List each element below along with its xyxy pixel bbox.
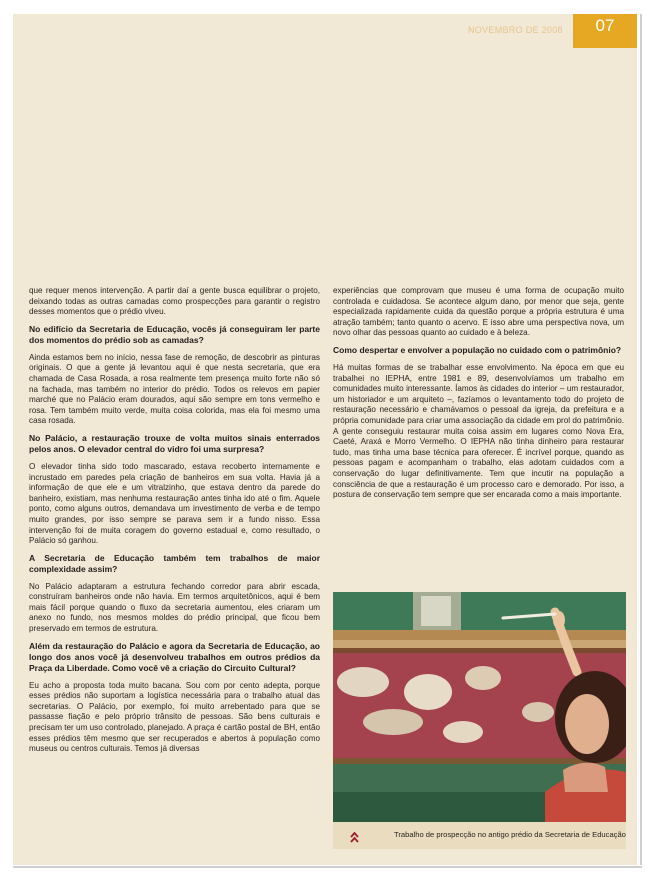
paragraph: O elevador tinha sido todo mascarado, estava recoberto internamente e incrustado em paredes pela criação de banheiros em sua volta. Havia já a informação de que ele e um vitralzinho, que estava dentro da parede do banheiro, existiam, mas nenhuma restauração antes tinha ido até o fim. Aquele ponto, como alguns outros, demandava um investimento de verba e de tempo muito grandes, por isso sempre se parava sem ir a fundo nisso. Essa intervenção foi de muita coragem do governo estadual e, como resultado, o Palácio só ganhou.: [29, 461, 320, 546]
paragraph: No Palácio adaptaram a estrutura fechando corredor para abrir escada, construíram banheiros onde não havia. Em termos arquitetônicos, aqui é bem mais fácil porque quando o fluxo da secretaria aumentou, eles criaram um anexo no fundo, nos mesmos moldes do prédio principal, que ficou bem preservado em termos de estrutura.: [29, 581, 320, 634]
interview-question: A Secretaria de Educação também tem trabalhos de maior complexidade assim?: [29, 553, 320, 575]
paragraph: Ainda estamos bem no início, nessa fase de remoção, de descobrir as pinturas originais. O que a gente já levantou aqui é que nesta secretaria, que era chamada de Casa Rosada, a rosa realmente tem presença muito forte não só na fachada, mas também no interior do prédio. Todos os relevos em papier marché que no Palácio eram dourados, aqui são sempre em tons vermelho e rosa. Tem também muito verde, muita coisa colorida, mas ela foi mesmo uma casa rosada.: [29, 352, 320, 426]
paragraph: Há muitas formas de se trabalhar esse envolvimento. Na época em que eu trabalhei no IEPHA, entre 1981 e 89, desenvolvíamos um trabalho em comunidades muito interessante. Íamos às cidades do interior – um restaurador, um historiador e um arquiteto –, fazíamos o levantamento todo do projeto de restauração necessário e chamávamos o pessoal da igreja, da prefeitura e a própria comunidade para criar uma associação da cidade em prol do patrimônio. A gente conseguiu restaurar muita coisa assim em lugares como Nova Era, Caeté, Araxá e Morro Vermelho. O IEPHA não tinha dinheiro para restaurar tudo, mas tinha uma base técnica para oferecer. É incrível porque, quando as pessoas pagam e acompanham o trabalho, elas adotam cuidados com a conservação do lugar definitivamente. Tem que incutir na população a consciência de que a restauração é um processo caro e demorado. Por isso, a postura de conservação tem sempre que ser encarada como a mais importante.: [333, 362, 624, 500]
left-column: [29, 286, 320, 761]
issue-month: NOVEMBRO DE 2008: [468, 25, 563, 35]
restoration-photo: [333, 592, 626, 822]
interview-question: Além da restauração do Palácio e agora da Secretaria de Educação, ao longo dos anos você já desenvolveu trabalhos em outros prédios da Praça da Liberdade. Como você vê a criação do Circuito Cultural?: [29, 641, 320, 674]
interview-question: Como despertar e envolver a população no cuidado com o patrimônio?: [333, 345, 622, 356]
page-edge-bottom: [13, 866, 642, 868]
page-edge-right: [640, 14, 642, 865]
caption-text: Trabalho de prospecção no antigo prédio da Secretaria de Educação: [394, 830, 626, 839]
paragraph: Eu acho a proposta toda muito bacana. Sou com por cento adepta, porque esses prédios não suportam a logística necessária para o trabalho atual das secretarias. O Palácio, por exemplo, foi muito arrebentado para que se passasse fiação e pelo próprio trânsito de pessoas. São bens culturais e precisam ter um uso controlado, planejado. A praça é cartão postal de BH, então esses prédios têm mesmo que ser recuperados e abertos à população como museus ou centros culturais. Temos já diversas: [29, 680, 320, 754]
right-column: [333, 286, 624, 507]
photo-caption: [333, 822, 626, 849]
double-chevron-up-icon: [350, 830, 359, 848]
page-number: 07: [573, 14, 637, 48]
interview-question: No Palácio, a restauração trouxe de volta muitos sinais enterrados pelos anos. O elevador central do vidro foi uma surpresa?: [29, 433, 320, 455]
interview-question: No edifício da Secretaria de Educação, vocês já conseguiram ler parte dos momentos do prédio sob as camadas?: [29, 324, 320, 346]
paragraph: que requer menos intervenção. A partir daí a gente busca equilibrar o projeto, deixando todas as outras camadas como prospecções para garantir o registro desses momentos que o prédio viveu.: [29, 286, 320, 317]
paragraph: experiências que comprovam que museu é uma forma de ocupação muito controlada e cuidadosa. Se acontece algum dano, por menor que seja, gente especializada rapidamente cuida da questão porque a própria estrutura é uma atração também; tanto quanto o acervo. E isso abre uma perspectiva nova, um novo olhar das pessoas quanto ao cuidado e à beleza.: [333, 286, 624, 338]
